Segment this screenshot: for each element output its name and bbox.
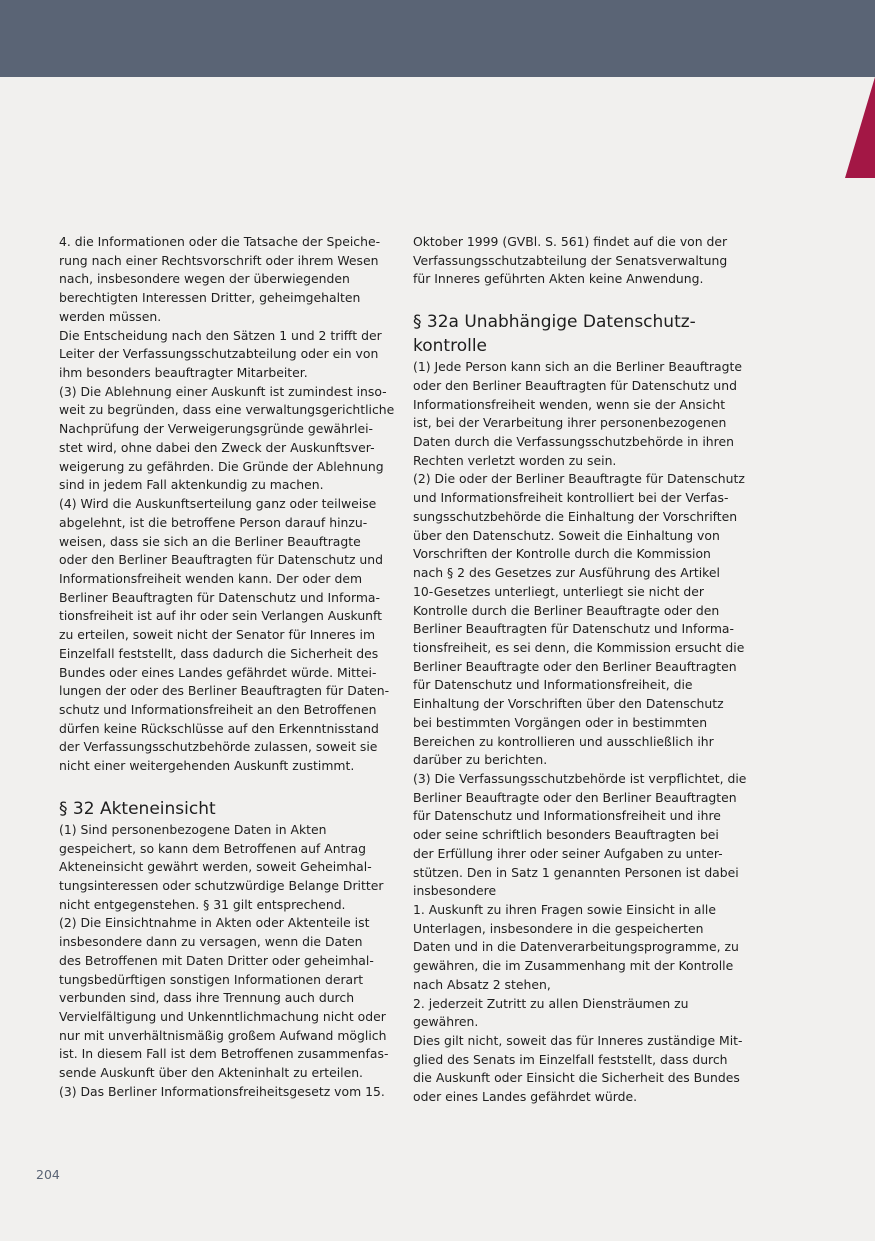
text-line: über den Datenschutz. Soweit die Einhaltung von xyxy=(413,527,720,543)
text-line: schutz und Informationsfreiheit an den Betroffenen xyxy=(59,701,377,717)
text-line: nicht entgegenstehen. § 31 gilt entsprechend. xyxy=(59,896,346,912)
text-line: ihm besonders beauftragter Mitarbeiter. xyxy=(59,365,308,381)
text-line: tionsfreiheit, es sei denn, die Kommission ersucht die xyxy=(413,639,745,655)
text-line: Oktober 1999 (GVBl. S. 561) findet auf die von der xyxy=(413,234,728,249)
text-line: zu erteilen, soweit nicht der Senator für Inneres im xyxy=(59,627,376,643)
text-line: ist. In diesem Fall ist dem Betroffenen zusammenfas- xyxy=(59,1046,389,1062)
text-line: tionsfreiheit ist auf ihr oder sein Verlangen Auskunft xyxy=(59,608,383,624)
text-line: darüber zu berichten. xyxy=(413,752,548,768)
text-line: (4) Wird die Auskunftserteilung ganz oder teilweise xyxy=(59,496,377,512)
section-heading-32a-line-1: § 32a Unabhängige Datenschutz- xyxy=(413,312,696,333)
text-line: sind in jedem Fall aktenkundig zu machen. xyxy=(59,477,324,493)
text-line: Unterlagen, insbesondere in die gespeicherten xyxy=(413,920,704,936)
text-line: sende Auskunft über den Akteninhalt zu erteilen. xyxy=(59,1065,363,1081)
text-line: Rechten verletzt worden zu sein. xyxy=(413,452,617,468)
text-line: weisen, dass sie sich an die Berliner Beauftragte xyxy=(59,533,361,549)
text-line: Kontrolle durch die Berliner Beauftragte oder den xyxy=(413,602,720,618)
text-line: Berliner Beauftragten für Datenschutz und Informa- xyxy=(59,589,380,605)
left-para-1 xyxy=(59,233,395,776)
text-line: für Datenschutz und Informationsfreiheit und ihre xyxy=(413,808,721,824)
text-line: (3) Das Berliner Informationsfreiheitsgesetz vom 15. xyxy=(59,1083,385,1099)
text-line: Akteneinsicht gewährt werden, soweit Geheimhal- xyxy=(59,859,372,875)
text-line: Vorschriften der Kontrolle durch die Kommission xyxy=(413,546,711,562)
text-line: Bereichen zu kontrollieren und ausschließlich ihr xyxy=(413,733,714,749)
text-line: tungsinteressen oder schutzwürdige Belange Dritter xyxy=(59,878,384,893)
text-line: (2) Die Einsichtnahme in Akten oder Aktenteile ist xyxy=(59,915,370,931)
text-line: (3) Die Ablehnung einer Auskunft ist zumindest inso- xyxy=(59,383,387,399)
text-line: der Verfassungsschutzbehörde zulassen, soweit sie xyxy=(59,739,378,755)
right-column xyxy=(413,233,746,1107)
text-line: für Datenschutz und Informationsfreiheit, die xyxy=(413,677,693,693)
text-line: Berliner Beauftragte oder den Berliner Beauftragten xyxy=(413,658,737,674)
text-line: 1. Auskunft zu ihren Fragen sowie Einsicht in alle xyxy=(413,902,717,917)
text-line: oder seine schriftlich besonders Beauftragten bei xyxy=(413,827,719,843)
text-line: Dies gilt nicht, soweit das für Inneres zuständige Mit- xyxy=(413,1033,743,1049)
text-line: berechtigten Interessen Dritter, geheimgehalten xyxy=(59,290,361,306)
corner-accent-shape xyxy=(845,77,875,178)
text-line: nach, insbesondere wegen der überwiegenden xyxy=(59,271,350,287)
left-para-2 xyxy=(59,821,395,1102)
text-line: die Auskunft oder Einsicht die Sicherheit des Bundes xyxy=(413,1070,740,1086)
header-band xyxy=(0,0,875,77)
text-line: Verfassungsschutzabteilung der Senatsverwaltung xyxy=(413,252,728,268)
text-line: 4. die Informationen oder die Tatsache der Speiche- xyxy=(59,234,381,249)
text-line: sungsschutzbehörde die Einhaltung der Vorschriften xyxy=(413,508,738,524)
text-line: Informationsfreiheit wenden, wenn sie der Ansicht xyxy=(413,396,726,412)
text-line: tungsbedürftigen sonstigen Informationen derart xyxy=(59,971,364,987)
text-line: glied des Senats im Einzelfall feststellt, dass durch xyxy=(413,1051,728,1067)
section-gap xyxy=(413,289,746,310)
section-heading-32a-line-2: kontrolle xyxy=(413,336,488,357)
section-heading-32: § 32 Akteneinsicht xyxy=(59,798,216,819)
right-para-1 xyxy=(413,233,746,289)
text-line: (3) Die Verfassungsschutzbehörde ist verpflichtet, die xyxy=(413,770,747,786)
text-line: dürfen keine Rückschlüsse auf den Erkenntnisstand xyxy=(59,720,379,736)
text-line: 2. jederzeit Zutritt zu allen Diensträumen zu xyxy=(413,995,689,1011)
corner-accent-triangle xyxy=(845,77,875,178)
text-line: Berliner Beauftragten für Datenschutz und Informa- xyxy=(413,621,734,637)
left-column xyxy=(59,233,395,1102)
text-line: gewähren. xyxy=(413,1014,479,1030)
text-line: abgelehnt, ist die betroffene Person darauf hinzu- xyxy=(59,514,368,530)
text-line: 10-Gesetzes unterliegt, unterliegt sie nicht der xyxy=(413,583,705,599)
text-line: stet wird, ohne dabei den Zweck der Auskunftsver- xyxy=(59,439,375,455)
text-line: Leiter der Verfassungsschutzabteilung oder ein von xyxy=(59,346,379,362)
text-line: Informationsfreiheit wenden kann. Der oder dem xyxy=(59,570,363,586)
text-line: Nachprüfung der Verweigerungsgründe gewährlei- xyxy=(59,421,374,437)
text-line: rung nach einer Rechtsvorschrift oder ihrem Wesen xyxy=(59,252,379,268)
text-line: (1) Sind personenbezogene Daten in Akten xyxy=(59,821,327,837)
text-line: Daten durch die Verfassungsschutzbehörde in ihren xyxy=(413,434,734,450)
text-line: nur mit unverhältnismäßig großem Aufwand möglich xyxy=(59,1027,387,1043)
text-line: Die Entscheidung nach den Sätzen 1 und 2 trifft der xyxy=(59,327,382,343)
text-line: nicht einer weitergehenden Auskunft zustimmt. xyxy=(59,758,355,774)
text-line: lungen der oder des Berliner Beauftragten für Daten- xyxy=(59,683,390,699)
text-line: bei bestimmten Vorgängen oder in bestimmten xyxy=(413,714,708,730)
text-line: und Informationsfreiheit kontrolliert bei der Verfas- xyxy=(413,490,729,506)
text-line: Einzelfall feststellt, dass dadurch die Sicherheit des xyxy=(59,645,379,661)
text-line: gespeichert, so kann dem Betroffenen auf Antrag xyxy=(59,840,366,856)
text-line: Daten und in die Datenverarbeitungsprogramme, zu xyxy=(413,939,739,955)
text-line: verbunden sind, dass ihre Trennung auch durch xyxy=(59,990,355,1006)
page-number: 204 xyxy=(36,1167,60,1182)
text-line: weigerung zu gefährden. Die Gründe der Ablehnung xyxy=(59,458,384,474)
text-line: (2) Die oder der Berliner Beauftragte für Datenschutz xyxy=(413,471,745,487)
text-line: insbesondere xyxy=(413,883,497,899)
text-line: insbesondere dann zu versagen, wenn die Daten xyxy=(59,934,363,950)
text-line: weit zu begründen, dass eine verwaltungsgerichtliche xyxy=(59,402,395,418)
text-line: werden müssen. xyxy=(59,308,162,324)
text-line: nach Absatz 2 stehen, xyxy=(413,976,551,992)
text-line: oder den Berliner Beauftragten für Datenschutz und xyxy=(413,377,737,393)
right-para-2 xyxy=(413,358,746,1107)
text-line: oder eines Landes gefährdet würde. xyxy=(413,1089,638,1105)
text-line: der Erfüllung ihrer oder seiner Aufgaben zu unter- xyxy=(413,845,723,861)
text-line: Berliner Beauftragte oder den Berliner Beauftragten xyxy=(413,789,737,805)
text-line: Vervielfältigung und Unkenntlichmachung nicht oder xyxy=(59,1009,386,1025)
text-line: gewähren, die im Zusammenhang mit der Kontrolle xyxy=(413,958,734,974)
section-gap xyxy=(59,776,395,797)
text-line: Bundes oder eines Landes gefährdet würde. Mittei- xyxy=(59,664,377,680)
text-line: oder den Berliner Beauftragten für Datenschutz und xyxy=(59,552,383,568)
text-line: stützen. Den in Satz 1 genannten Personen ist dabei xyxy=(413,864,739,880)
text-line: nach § 2 des Gesetzes zur Ausführung des Artikel xyxy=(413,565,720,581)
text-line: für Inneres geführten Akten keine Anwendung. xyxy=(413,271,704,287)
text-line: Einhaltung der Vorschriften über den Datenschutz xyxy=(413,696,724,712)
text-line: des Betroffenen mit Daten Dritter oder geheimhal- xyxy=(59,952,374,968)
text-line: ist, bei der Verarbeitung ihrer personenbezogenen xyxy=(413,415,727,431)
text-line: (1) Jede Person kann sich an die Berliner Beauftragte xyxy=(413,359,742,375)
